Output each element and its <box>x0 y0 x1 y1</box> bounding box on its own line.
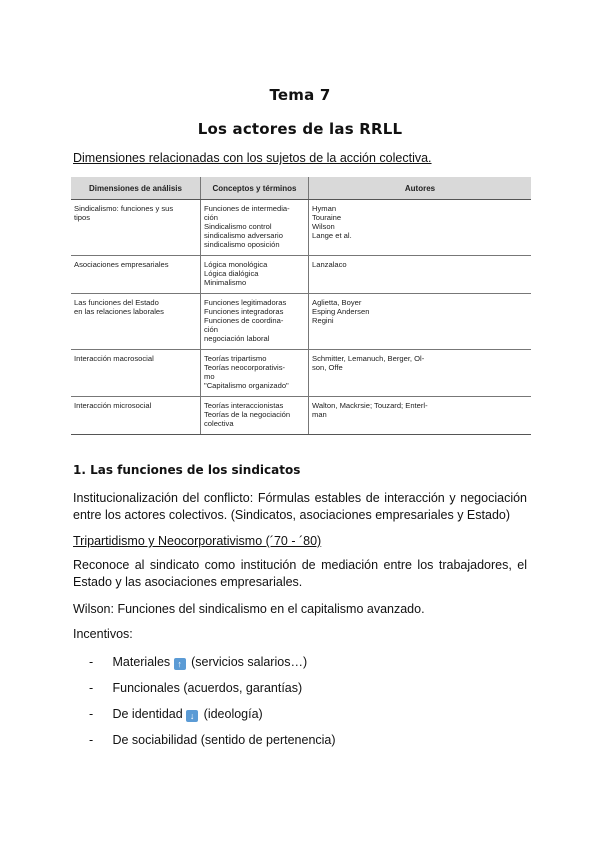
cell-concepts <box>201 200 309 256</box>
column-header: Autores <box>309 177 532 200</box>
bullet-dash: - <box>89 655 94 669</box>
cell-line: Lange et al. <box>312 231 352 240</box>
cell-line: Minimalismo <box>204 278 247 287</box>
list-item-text: De identidad <box>112 707 183 721</box>
list-item <box>89 732 336 748</box>
cell-dimension <box>71 200 201 256</box>
cell-line: Aglietta, Boyer <box>312 298 362 307</box>
cell-line: Funciones de coordina- <box>204 316 284 325</box>
cell-authors <box>309 256 532 294</box>
cell-authors <box>309 397 532 435</box>
paragraph-mediacion: Reconoce al sindicato como institución de mediación entre los trabajadores, el Estado y las asociaciones empresariales. <box>73 558 527 589</box>
label-incentivos: Incentivos: <box>73 627 133 641</box>
cell-line: Esping Andersen <box>312 307 370 316</box>
cell-line: ción <box>204 213 218 222</box>
cell-line: Asociaciones empresariales <box>74 260 169 269</box>
cell-authors <box>309 200 532 256</box>
cell-line: Interacción macrosocial <box>74 354 154 363</box>
cell-dimension <box>71 256 201 294</box>
cell-line: man <box>312 410 327 419</box>
cell-line: son, Offe <box>312 363 343 372</box>
list-item-text: Materiales <box>112 655 171 669</box>
section-title-sindicatos: 1. Las funciones de los sindicatos <box>73 463 301 477</box>
cell-line: en las relaciones laborales <box>74 307 164 316</box>
list-item <box>89 706 263 722</box>
cell-line: Funciones integradoras <box>204 307 284 316</box>
cell-line: mo <box>204 372 215 381</box>
cell-line: Regini <box>312 316 334 325</box>
cell-concepts <box>201 350 309 397</box>
cell-authors <box>309 350 532 397</box>
column-header: Conceptos y términos <box>201 177 309 200</box>
bullet-dash: - <box>89 707 94 721</box>
list-item-text: (ideología) <box>203 707 263 721</box>
column-header: Dimensiones de análisis <box>71 177 201 200</box>
cell-line: Hyman <box>312 204 337 213</box>
list-item-text: De sociabilidad (sentido de pertenencia) <box>112 733 336 747</box>
cell-dimension <box>71 294 201 350</box>
subheading-tripartidismo: Tripartidismo y Neocorporativismo (´70 - ´80) <box>73 534 322 548</box>
cell-line: sindicalismo adversario <box>204 231 283 240</box>
cell-line: Touraine <box>312 213 342 222</box>
table-row <box>71 294 531 350</box>
section-heading: Dimensiones relacionadas con los sujetos de la acción colectiva. <box>73 151 432 165</box>
table-row <box>71 350 531 397</box>
cell-authors <box>309 294 532 350</box>
cell-line: Sindicalismo control <box>204 222 272 231</box>
cell-concepts <box>201 256 309 294</box>
list-item-text: Funcionales (acuerdos, garantías) <box>112 681 303 695</box>
cell-line: sindicalismo oposición <box>204 240 280 249</box>
list-item-text: (servicios salarios…) <box>191 655 308 669</box>
cell-concepts <box>201 397 309 435</box>
cell-line: Walton, Mackrsie; Touzard; Enterl- <box>312 401 428 410</box>
cell-line: ción <box>204 325 218 334</box>
cell-line: Teorías neocorporativis- <box>204 363 286 372</box>
cell-line: Sindicalismo: funciones y sus <box>74 204 174 213</box>
list-item <box>89 680 302 696</box>
down-arrow-icon: ↓ <box>186 710 198 722</box>
cell-line: Funciones de intermedia- <box>204 204 290 213</box>
cell-line: Lanzalaco <box>312 260 347 269</box>
bullet-dash: - <box>89 733 94 747</box>
table-row <box>71 256 531 294</box>
cell-concepts <box>201 294 309 350</box>
cell-line: Teorías interaccionistas <box>204 401 284 410</box>
up-arrow-icon: ↑ <box>174 658 186 670</box>
dimensions-table <box>71 177 531 435</box>
cell-line: Las funciones del Estado <box>74 298 159 307</box>
cell-line: Wilson <box>312 222 335 231</box>
paragraph-wilson: Wilson: Funciones del sindicalismo en el capitalismo avanzado. <box>73 602 425 616</box>
table-header-row <box>71 177 531 200</box>
table-row <box>71 200 531 256</box>
cell-dimension <box>71 397 201 435</box>
cell-line: negociación laboral <box>204 334 270 343</box>
page-subtitle: Los actores de las RRLL <box>197 120 403 138</box>
table-row <box>71 397 531 435</box>
bullet-dash: - <box>89 681 94 695</box>
cell-line: Funciones legitimadoras <box>204 298 287 307</box>
page-title: Tema 7 <box>269 86 331 104</box>
cell-line: tipos <box>74 213 91 222</box>
cell-line: "Capitalismo organizado" <box>204 381 289 390</box>
cell-line: Lógica monológica <box>204 260 268 269</box>
cell-dimension <box>71 350 201 397</box>
cell-line: Interacción microsocial <box>74 401 152 410</box>
cell-line: Teorías tripartismo <box>204 354 267 363</box>
cell-line: colectiva <box>204 419 234 428</box>
cell-line: Schmitter, Lemanuch, Berger, Ol- <box>312 354 425 363</box>
list-item <box>89 654 307 670</box>
cell-line: Teorías de la negociación <box>204 410 291 419</box>
cell-line: Lógica dialógica <box>204 269 259 278</box>
paragraph-institucionalizacion: Institucionalización del conflicto: Fórmulas estables de interacción y negociación entre los actores colectivos. (Sindicatos, asociaciones empresariales y Estado) <box>73 491 527 522</box>
